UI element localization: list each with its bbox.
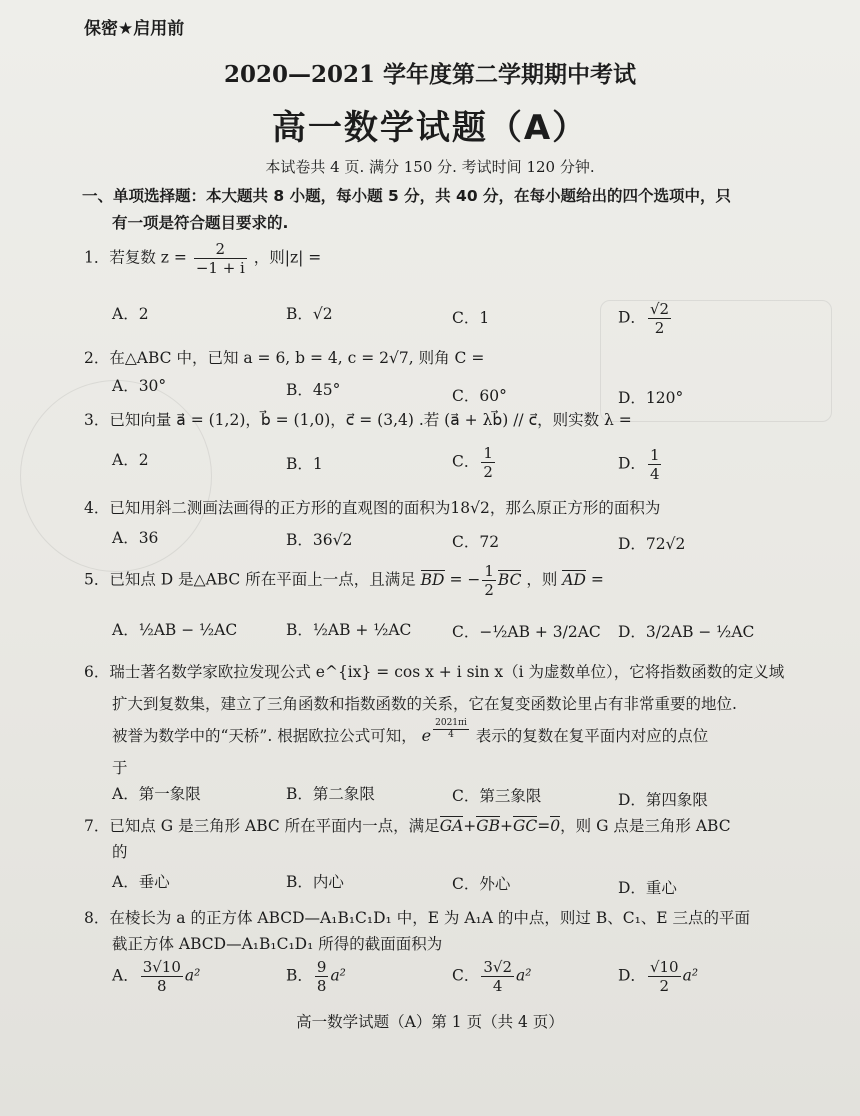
q6-option-c: C．第三象限 — [452, 787, 542, 805]
question-6-line1: 6．瑞士著名数学家欧拉发现公式 e^{ix} = cos x + i sin x（i 为虚数单位），它将指数函数的定义域 — [84, 663, 785, 681]
q3-option-a: A．2 — [112, 451, 149, 469]
question-6-line4: 于 — [112, 759, 128, 777]
question-6-line3: 被誉为数学中的“天桥”. 根据欧拉公式可知， e $\frac{2021\pi i}{4}$ 表示的复数在复平面内对应的点位 — [112, 724, 708, 749]
question-4: 4．已知用斜二测画法画得的正方形的直观图的面积为18√2，那么原正方形的面积为 — [84, 499, 661, 517]
section-heading — [82, 183, 772, 237]
q5-option-c: C．−½AB + 3/2AC — [452, 623, 601, 641]
question-6-line2: 扩大到复数集，建立了三角函数和指数函数的关系，它在复变函数论里占有非常重要的地位. — [112, 695, 737, 713]
question-8-line1: 8．在棱长为 a 的正方体 ABCD—A₁B₁C₁D₁ 中，E 为 A₁A 的中点，则过 B、C₁、E 三点的平面 — [84, 909, 751, 927]
q2-option-a: A．30° — [112, 377, 167, 395]
q6-option-a: A．第一象限 — [112, 785, 201, 803]
q8-option-a: A． $\frac{3√10}{8}$ a² — [112, 958, 201, 995]
q2-option-b: B．45° — [286, 381, 341, 399]
section-heading-line1: 一、单项选择题：本大题共 8 小题，每小题 5 分，共 40 分，在每小题给出的四个选项中，只 — [82, 187, 732, 205]
q5-option-b: B．½AB + ½AC — [286, 621, 412, 639]
question-7-line1: 7．已知点 G 是三角形 ABC 所在平面内一点，满足GA+GB+GC=0，则 G 点是三角形 ABC — [84, 817, 731, 835]
paper-title: 高一数学试题（A） — [271, 108, 589, 148]
question-1 — [84, 240, 321, 277]
question-7-line2: 的 — [112, 843, 128, 861]
q7-option-b: B．内心 — [286, 873, 344, 891]
q4-option-c: C．72 — [452, 533, 500, 551]
q2-option-c: C．60° — [452, 387, 507, 405]
q3-option-d: D． $\frac{1}{4}$ — [618, 446, 660, 483]
q1-text: 1．若复数 z = — [84, 248, 187, 267]
question-5: 5．已知点 D 是△ABC 所在平面上一点，且满足 BD = − $\frac{1}{2}$ BC ，则 AD = — [84, 562, 604, 599]
q5-option-d: D．3/2AB − ½AC — [618, 623, 755, 641]
q1-option-c: C．1 — [452, 309, 490, 327]
q6-option-d: D．第四象限 — [618, 791, 708, 809]
q7-option-a: A．垂心 — [112, 873, 170, 891]
q5-option-a: A．½AB − ½AC — [112, 621, 238, 639]
q6-option-b: B．第二象限 — [286, 785, 375, 803]
q8-option-b: B． $\frac{9}{8}$ a² — [286, 958, 346, 995]
page-footer: 高一数学试题（A）第 1 页（共 4 页） — [296, 1013, 564, 1031]
q3-option-b: B．1 — [286, 455, 323, 473]
q1-option-b: B．√2 — [286, 305, 333, 323]
question-8-line2: 截正方体 ABCD—A₁B₁C₁D₁ 所得的截面面积为 — [112, 935, 443, 953]
q4-option-d: D．72√2 — [618, 535, 686, 553]
q3-option-c: C． $\frac{1}{2}$ — [452, 444, 493, 481]
q7-option-c: C．外心 — [452, 875, 511, 893]
confidential-mark: 保密★启用前 — [84, 19, 185, 39]
question-3: 3．已知向量 a⃗ = (1,2)，b⃗ = (1,0)，c⃗ = (3,4) .若 (a⃗ + λb⃗) // c⃗，则实数 λ = — [84, 411, 632, 429]
exam-title: 2020—2021 学年度第二学期期中考试 — [223, 61, 637, 88]
q4-option-b: B．36√2 — [286, 531, 353, 549]
q1-option-d: D． $\frac{√2}{2}$ — [618, 300, 670, 337]
section-heading-line2: 有一项是符合题目要求的. — [112, 214, 289, 232]
q8-option-d: D． $\frac{√10}{2}$ a² — [618, 958, 699, 995]
q4-option-a: A．36 — [112, 529, 159, 547]
question-2: 2．在△ABC 中，已知 a = 6, b = 4, c = 2√7, 则角 C = — [84, 349, 485, 367]
q6-exponential: e $\frac{2021\pi i}{4}$ — [421, 717, 467, 745]
q1-fraction: $\frac{2}{-1 + i}$ — [195, 240, 245, 277]
q1-tail: ，则|z| = — [253, 248, 322, 267]
q1-option-a: A．2 — [112, 305, 149, 323]
q2-option-d: D．120° — [618, 389, 684, 407]
q8-option-c: C． $\frac{3√2}{4}$ a² — [452, 958, 532, 995]
q7-option-d: D．重心 — [618, 879, 677, 897]
exam-instructions: 本试卷共 4 页. 满分 150 分. 考试时间 120 分钟. — [265, 158, 595, 176]
